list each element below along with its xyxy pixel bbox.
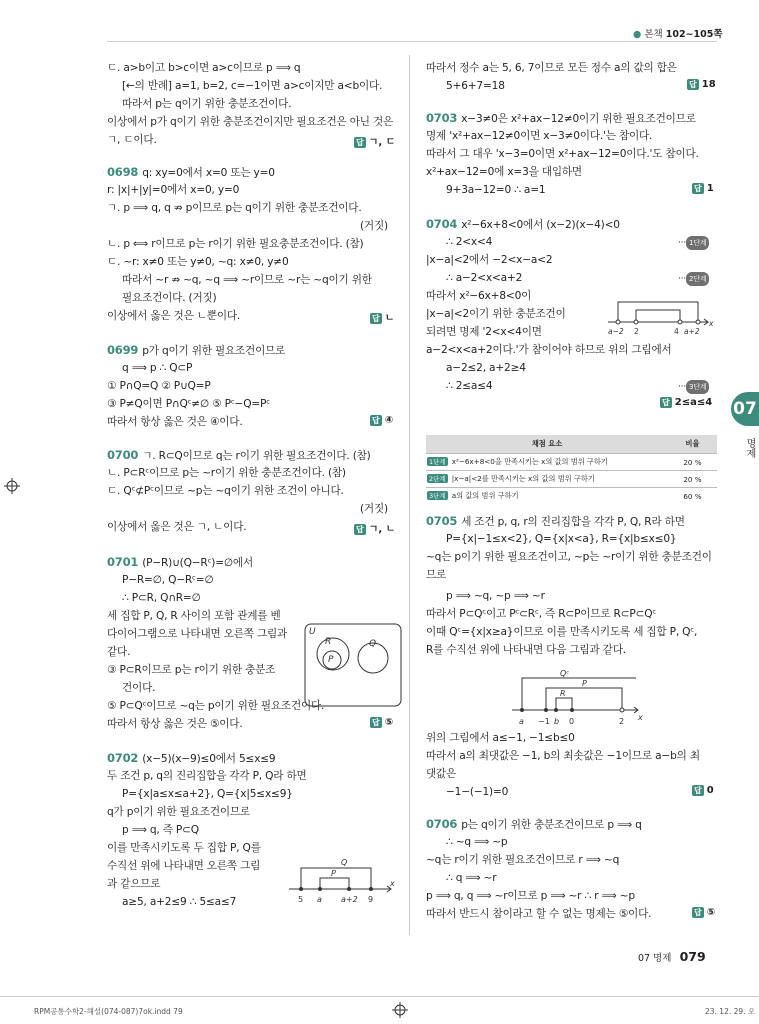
line-text: ~q는 r이기 위한 필요조건이므로 r ⟹ ~q xyxy=(426,854,620,866)
line-text: 따라서 반드시 참이라고 할 수 없는 명제는 ⑤이다. xyxy=(426,908,652,920)
text-line xyxy=(426,147,699,161)
line-text: 따라서 정수 a는 5, 6, 7이므로 모든 정수 a의 값의 합은 xyxy=(426,62,677,74)
text-line xyxy=(122,787,293,801)
line-text: 이때 Qᶜ={x|x≥a}이므로 이를 만족시키도록 세 집합 P, Qᶜ, xyxy=(426,626,698,638)
text-line xyxy=(107,645,130,659)
step-marker xyxy=(678,235,709,250)
problem-line xyxy=(107,165,275,180)
text-line xyxy=(426,307,566,321)
answer-text: 18 xyxy=(701,79,716,90)
line-text: p ⟹ q, 즉 P⊂Q xyxy=(122,824,199,836)
text-line xyxy=(107,805,250,819)
nl0702-tick-a: a xyxy=(317,895,322,904)
text-line xyxy=(446,361,526,375)
line-text: 세 집합 P, Q, R 사이의 포함 관계를 벤 xyxy=(107,610,281,622)
text-line xyxy=(122,895,236,909)
answer xyxy=(354,133,395,148)
line-text: 다이어그램으로 나타내면 오른쪽 그림과 xyxy=(107,628,288,640)
line-text: (거짓) xyxy=(360,220,388,232)
nl0705-tick-neg1: −1 xyxy=(538,717,550,726)
line-text: (x−5)(x−9)≤0에서 5≤x≤9 xyxy=(142,753,276,765)
line-text: r: |x|+|y|=0에서 x=0, y=0 xyxy=(107,184,240,196)
problem-number: 0703 xyxy=(426,111,458,125)
number-line-0704 xyxy=(604,296,716,340)
text-line xyxy=(122,573,213,587)
line-text: 명제 'x²+ax−12≠0이면 x−3≠0이다.'는 참이다. xyxy=(426,130,653,142)
line-text: |x−a|<2에서 −2<x−a<2 xyxy=(426,254,553,266)
line-text: ~q는 p이기 위한 필요조건이고, ~p는 ~r이기 위한 충분조건이 xyxy=(426,551,712,563)
step-dots: ··· xyxy=(678,274,686,284)
text-line xyxy=(107,133,157,147)
line-text: x²−6x+8<0에서 (x−2)(x−4)<0 xyxy=(461,219,620,231)
print-file-info: RPM공통수학2-해설(074-087)7ok.indd 79 xyxy=(34,1007,183,1016)
step-marker xyxy=(678,271,709,286)
nl0705-tick-b: b xyxy=(554,717,560,726)
line-text: 필요조건이다. (거짓) xyxy=(122,292,217,304)
nl0702-tick-a2: a+2 xyxy=(341,895,358,904)
line-text: ㄷ. ~r: x≠0 또는 y≠0, ~q: x≠0, y≠0 xyxy=(107,256,289,268)
text-line xyxy=(426,731,575,745)
text-line xyxy=(107,841,261,855)
step-badge: 1단계 xyxy=(686,236,709,250)
column-divider xyxy=(409,55,410,935)
score-ratio: 20 % xyxy=(668,454,717,471)
line-text: 이를 만족시키도록 두 집합 P, Q를 xyxy=(107,842,261,854)
chapter-tab-name: 명제 xyxy=(744,438,755,458)
line-text: q: xy=0에서 x=0 또는 y=0 xyxy=(142,167,275,179)
answer xyxy=(370,309,394,324)
text-line xyxy=(426,568,446,582)
line-text: ㄱ. p ⟹ q, q ⇏ p이므로 p는 q이기 위한 충분조건이다. xyxy=(107,202,362,214)
line-text: a−2<x<a+2이다.'가 참이어야 하므로 위의 그림에서 xyxy=(426,344,672,356)
page-header xyxy=(633,26,723,40)
text-line xyxy=(426,907,651,921)
line-text: q ⟹ p ∴ Q⊂P xyxy=(122,362,193,374)
nl0704-tick-a-2: a−2 xyxy=(608,327,624,336)
answer xyxy=(692,907,715,918)
nl0705-qc: Qᶜ xyxy=(560,669,570,678)
registration-mark-icon xyxy=(4,478,20,494)
nl0702-p: P xyxy=(331,869,336,878)
line-text: q가 p이기 위한 필요조건이므로 xyxy=(107,806,250,818)
line-text: [←의 반례] a=1, b=2, c=−1이면 a>c이지만 a<b이다. xyxy=(122,80,383,92)
line-text: p ⟹ q, q ⟹ ~r이므로 p ⟹ ~r ∴ r ⟹ ~p xyxy=(426,890,635,902)
text-line xyxy=(426,253,552,267)
problem-number: 0699 xyxy=(107,343,139,357)
problem-number: 0706 xyxy=(426,817,458,831)
problem-line xyxy=(426,111,696,126)
number-line-0705 xyxy=(508,664,648,728)
text-line xyxy=(446,271,522,285)
answer-mark: 답 xyxy=(372,416,380,425)
problem-line xyxy=(426,817,642,832)
line-text: −1−(−1)=0 xyxy=(446,786,509,798)
venn-label-p: P xyxy=(328,655,334,665)
text-line xyxy=(426,625,697,639)
text-line xyxy=(446,532,676,546)
text-line xyxy=(426,607,656,621)
line-text: 따라서 p는 q이기 위한 충분조건이다. xyxy=(122,98,292,110)
text-line xyxy=(122,291,216,305)
line-text: p가 q이기 위한 필요조건이므로 xyxy=(142,345,286,357)
nl0704-tick-a2: a+2 xyxy=(684,327,700,336)
problem-number: 0698 xyxy=(107,165,139,179)
line-text: 따라서 P⊂Qᶜ이고 Pᶜ⊂Rᶜ, 즉 R⊂P이므로 R⊂P⊂Qᶜ xyxy=(426,608,657,620)
text-line xyxy=(107,309,240,323)
line-text: 5+6+7=18 xyxy=(446,80,505,92)
text-line xyxy=(426,165,582,179)
score-header-element: 채점 요소 xyxy=(426,435,668,454)
venn-label-q: Q xyxy=(369,639,377,649)
text-line xyxy=(107,484,344,498)
answer-text: ⑤ xyxy=(706,907,716,918)
text-line xyxy=(122,823,199,837)
page-footer xyxy=(638,946,706,965)
score-step: 3단계 xyxy=(429,492,446,500)
text-line xyxy=(122,681,155,695)
line-text: 따라서 항상 옳은 것은 ⑤이다. xyxy=(107,718,243,730)
answer xyxy=(687,79,716,90)
text-line xyxy=(107,627,287,641)
score-ratio: 20 % xyxy=(668,471,717,488)
line-text: 따라서 a의 최댓값은 −1, b의 최솟값은 −1이므로 a−b의 최 xyxy=(426,750,700,762)
text-line xyxy=(426,289,531,303)
text-line xyxy=(446,79,505,93)
text-line xyxy=(360,502,388,516)
answer xyxy=(692,785,714,796)
problem-number: 0702 xyxy=(107,751,139,765)
step-marker xyxy=(678,379,709,394)
venn-diagram xyxy=(297,618,405,710)
line-text: (거짓) xyxy=(360,503,388,515)
answer-mark: 답 xyxy=(694,908,702,917)
nl0702-tick-5: 5 xyxy=(298,895,304,904)
text-line xyxy=(122,79,382,93)
step-badge: 3단계 xyxy=(686,380,709,394)
score-ratio: 60 % xyxy=(668,488,717,505)
line-text: ① P∩Q=Q ② P∪Q=P xyxy=(107,380,211,392)
score-desc: x²−6x+8<0을 만족시키는 x의 값의 범위 구하기 xyxy=(451,457,608,466)
line-text: x²+ax−12=0에 x=3을 대입하면 xyxy=(426,166,582,178)
text-line xyxy=(122,361,192,375)
line-text: ∴ P⊂R, Q∩R=∅ xyxy=(122,592,201,604)
print-date: 23. 12. 29. 오 xyxy=(705,1007,756,1016)
step-badge: 2단계 xyxy=(686,272,709,286)
line-text: ㄱ. R⊂Q이므로 q는 r이기 위한 필요조건이다. (참) xyxy=(142,450,371,462)
text-line xyxy=(122,591,201,605)
score-step: 2단계 xyxy=(429,475,446,483)
line-text: ㄴ. p ⟺ r이므로 p는 r이기 위한 필요충분조건이다. (참) xyxy=(107,238,364,250)
text-line xyxy=(426,550,712,564)
line-text: 두 조건 p, q의 진리집합을 각각 P, Q라 하면 xyxy=(107,770,307,782)
score-step: 1단계 xyxy=(429,458,446,466)
text-line xyxy=(426,853,619,867)
text-line xyxy=(446,589,545,603)
text-line xyxy=(446,871,496,885)
line-text: P={x|−1≤x<2}, Q={x|x<a}, R={x|b≤x≤0} xyxy=(446,533,677,545)
text-line xyxy=(107,237,364,251)
nl0704-tick-4: 4 xyxy=(674,327,679,336)
answer-text: 2≤a≤4 xyxy=(674,397,713,408)
text-line xyxy=(107,663,275,677)
number-line-0702 xyxy=(287,852,403,908)
problem-number: 0704 xyxy=(426,217,458,231)
text-line xyxy=(446,785,508,799)
text-line xyxy=(122,97,291,111)
nl0705-p: P xyxy=(582,679,587,688)
line-text: 건이다. xyxy=(122,682,156,694)
step-dots: ··· xyxy=(678,382,686,392)
text-line xyxy=(107,61,300,75)
line-text: x−3≠0은 x²+ax−12≠0이기 위한 필요조건이므로 xyxy=(461,113,696,125)
line-text: ㄷ. a>b이고 b>c이면 a>c이므로 p ⟹ q xyxy=(107,62,301,74)
line-text: a−2≤2, a+2≥4 xyxy=(446,362,526,374)
answer-text: 1 xyxy=(706,183,714,194)
answer-text: ㄴ xyxy=(384,313,395,324)
line-text: 따라서 x²−6x+8<0이 xyxy=(426,290,532,302)
line-text: ⑤ P⊂Qᶜ이므로 ~q는 p이기 위한 필요조건이다. xyxy=(107,700,325,712)
text-line xyxy=(426,61,677,75)
line-text: ③ P≠Q이면 P∩Qᶜ≠∅ ⑤ Pᶜ−Q=Pᶜ xyxy=(107,398,270,410)
nl0702-q: Q xyxy=(341,858,348,867)
footer-rule xyxy=(0,996,759,997)
line-text: 따라서 ~r ⇏ ~q, ~q ⟹ ~r이므로 ~r는 ~q이기 위한 xyxy=(122,274,372,286)
text-line xyxy=(426,643,626,657)
answer-text: ④ xyxy=(384,415,394,426)
nl0705-tick-a: a xyxy=(519,717,524,726)
text-line xyxy=(107,379,211,393)
nl0705-tick-0: 0 xyxy=(569,717,575,726)
problem-line xyxy=(426,217,620,232)
line-text: |x−a|<2이기 위한 충분조건이 xyxy=(426,308,566,320)
line-text: ㄷ. Qᶜ⊄Pᶜ이므로 ~p는 ~q이기 위한 조건이 아니다. xyxy=(107,485,344,497)
line-text: 이상에서 옳은 것은 ㄱ, ㄴ이다. xyxy=(107,521,247,533)
line-text: ∴ a−2<x<a+2 xyxy=(446,272,523,284)
problem-number: 0705 xyxy=(426,514,458,528)
problem-line xyxy=(107,448,371,463)
answer xyxy=(354,520,395,535)
answer xyxy=(660,397,712,408)
text-line xyxy=(107,397,270,411)
answer-mark: 답 xyxy=(356,525,364,534)
line-text: R를 수직선 위에 나타내면 다음 그림과 같다. xyxy=(426,644,626,656)
score-table xyxy=(426,435,717,504)
answer-mark: 답 xyxy=(694,786,702,795)
text-line xyxy=(107,520,246,534)
line-text: ∴ ~q ⟹ ~p xyxy=(446,836,508,848)
text-line xyxy=(107,466,346,480)
answer-mark: 답 xyxy=(356,138,364,147)
score-row xyxy=(426,471,717,488)
line-text: 수직선 위에 나타내면 오른쪽 그림 xyxy=(107,860,261,872)
text-line xyxy=(107,609,281,623)
footer-chapter: 07 명제 xyxy=(638,953,672,964)
line-text: 이상에서 옳은 것은 ㄴ뿐이다. xyxy=(107,310,241,322)
nl0702-axis: x xyxy=(390,879,395,888)
line-text: p는 q이기 위한 충분조건이므로 p ⟹ q xyxy=(461,819,642,831)
line-text: P={x|a≤x≤a+2}, Q={x|5≤x≤9} xyxy=(122,788,293,800)
score-desc: |x−a|<2를 만족시키는 x의 값의 범위 구하기 xyxy=(451,474,595,483)
header-rule xyxy=(107,41,717,42)
line-text: (P−R)∪(Q−Rᶜ)=∅에서 xyxy=(142,557,253,569)
line-text: ③ P⊂R이므로 p는 r이기 위한 충분조 xyxy=(107,664,276,676)
text-line xyxy=(107,769,307,783)
problem-line xyxy=(107,751,275,766)
line-text: 같다. xyxy=(107,646,131,658)
line-text: p ⟹ ~q, ~p ⟹ ~r xyxy=(446,590,545,602)
nl0705-r: R xyxy=(560,689,566,698)
answer-mark: 답 xyxy=(694,184,702,193)
answer xyxy=(370,717,393,728)
line-text: 과 같으므로 xyxy=(107,878,161,890)
text-line xyxy=(107,699,324,713)
answer-mark: 답 xyxy=(372,314,380,323)
answer-text: ⑤ xyxy=(384,717,394,728)
text-line xyxy=(446,379,492,393)
text-line xyxy=(426,749,700,763)
line-text: ∴ 2<x<4 xyxy=(446,236,493,248)
line-text: 따라서 항상 옳은 것은 ④이다. xyxy=(107,416,243,428)
text-line xyxy=(107,255,289,269)
line-text: ∴ 2≤a≤4 xyxy=(446,380,493,392)
nl0705-axis: x xyxy=(638,713,643,722)
text-line xyxy=(446,183,545,197)
score-header-ratio: 비율 xyxy=(668,435,717,454)
answer-mark: 답 xyxy=(689,80,697,89)
score-row xyxy=(426,488,717,505)
text-line xyxy=(426,325,542,339)
text-line xyxy=(107,717,243,731)
page-number: 079 xyxy=(679,949,706,964)
text-line xyxy=(446,235,492,249)
header-label: 본책 xyxy=(644,29,663,40)
line-text: 므로 xyxy=(426,569,447,581)
text-line xyxy=(122,273,372,287)
text-line xyxy=(107,415,243,429)
answer xyxy=(692,183,714,194)
nl0704-axis: x xyxy=(709,319,714,328)
chapter-tab: 07 xyxy=(731,392,759,426)
text-line xyxy=(426,889,635,903)
line-text: 되려면 명제 '2<x<4이면 xyxy=(426,326,542,338)
text-line xyxy=(107,183,239,197)
nl0704-tick-2: 2 xyxy=(634,327,639,336)
problem-number: 0700 xyxy=(107,448,139,462)
answer xyxy=(370,415,393,426)
text-line xyxy=(426,767,456,781)
header-range: 102~105쪽 xyxy=(665,29,723,40)
nl0702-tick-9: 9 xyxy=(368,895,374,904)
header-bullet: ● xyxy=(633,29,642,40)
score-desc: a의 값의 범위 구하기 xyxy=(451,491,519,500)
registration-mark-icon xyxy=(392,1002,408,1018)
venn-label-r: R xyxy=(325,637,332,647)
text-line xyxy=(107,877,160,891)
problem-line xyxy=(426,514,685,529)
text-line xyxy=(107,201,362,215)
answer-text: 0 xyxy=(706,785,714,796)
line-text: 댓값은 xyxy=(426,768,457,780)
problem-number: 0701 xyxy=(107,555,139,569)
problem-line xyxy=(107,343,285,358)
text-line xyxy=(426,343,672,357)
line-text: 따라서 그 대우 'x−3=0이면 x²+ax−12=0이다.'도 참이다. xyxy=(426,148,699,160)
line-text: ∴ q ⟹ ~r xyxy=(446,872,497,884)
line-text: 세 조건 p, q, r의 진리집합을 각각 P, Q, R라 하면 xyxy=(461,516,685,528)
line-text: 이상에서 p가 q이기 위한 충분조건이지만 필요조건은 아닌 것은 xyxy=(107,116,394,128)
problem-line xyxy=(107,555,253,570)
text-line xyxy=(107,115,393,129)
text-line xyxy=(446,835,507,849)
nl0705-tick-2: 2 xyxy=(619,717,625,726)
step-dots: ··· xyxy=(678,238,686,248)
line-text: ㄴ. P⊂Rᶜ이므로 p는 ~r이기 위한 충분조건이다. (참) xyxy=(107,467,346,479)
line-text: ㄱ, ㄷ이다. xyxy=(107,134,157,146)
line-text: P−R=∅, Q−Rᶜ=∅ xyxy=(122,574,214,586)
answer-mark: 답 xyxy=(372,718,380,727)
line-text: a≥5, a+2≤9 ∴ 5≤a≤7 xyxy=(122,896,237,908)
venn-label-u: U xyxy=(309,627,316,637)
line-text: 9+3a−12=0 ∴ a=1 xyxy=(446,184,546,196)
text-line xyxy=(360,219,388,233)
score-row xyxy=(426,454,717,471)
line-text: 위의 그림에서 a≤−1, −1≤b≤0 xyxy=(426,732,575,744)
answer-text: ㄱ, ㄴ xyxy=(368,524,396,535)
answer-mark: 답 xyxy=(662,398,670,407)
text-line xyxy=(107,859,260,873)
answer-text: ㄱ, ㄷ xyxy=(368,137,396,148)
text-line xyxy=(426,129,652,143)
